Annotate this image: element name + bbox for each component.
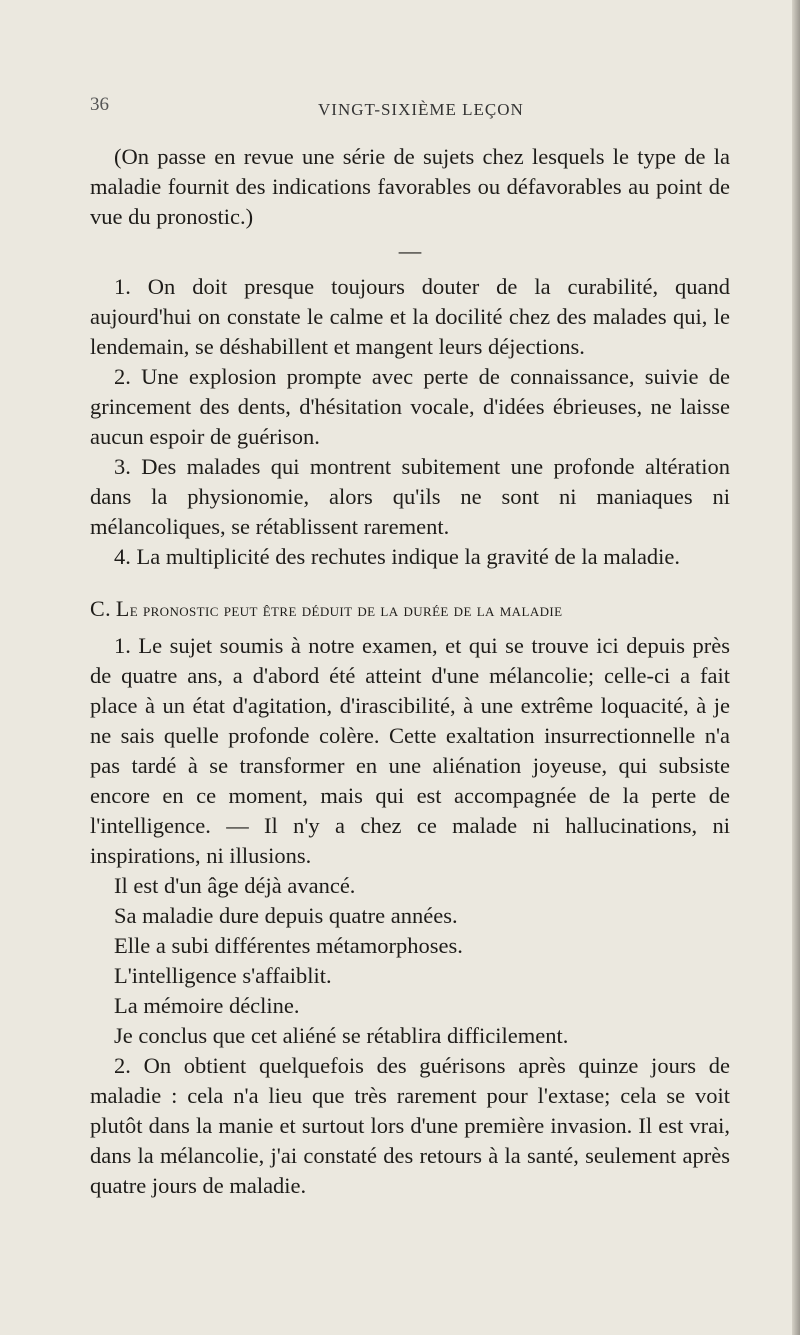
- summary-line: L'intelligence s'affaiblit.: [114, 963, 332, 988]
- intro-paragraph: (On passe en revue une série de sujets chez lesquels le type de la maladie fournit des indications favorables ou défavorables au point de vue du pronostic.): [90, 144, 730, 229]
- section-gap: [90, 572, 730, 590]
- running-head: VINGT-SIXIÈME LEÇON: [318, 100, 524, 119]
- summary-line: Sa maladie dure depuis quatre années.: [114, 903, 458, 928]
- separator-dash: —: [398, 238, 422, 263]
- summary-line: Elle a subi différentes métamorphoses.: [114, 933, 463, 958]
- list-item: 2. On obtient quelquefois des guérisons après quinze jours de maladie : cela n'a lieu que très rarement pour l'extase; cela se voit plutôt dans la manie et surtout lors d'une première invasion. Il est vrai, dans la mélancolie, j'ai constaté des retours à la santé, seulement après quatre jours de maladie.: [90, 1053, 730, 1198]
- list-item: 1. On doit presque toujours douter de la curabilité, quand aujourd'hui on constate le calme et la docilité chez des malades qui, le lendemain, se déshabillent et mangent leurs déjections.: [90, 274, 730, 359]
- section-letter: C.: [90, 596, 111, 621]
- page-edge-shadow: [792, 0, 800, 1335]
- summary-line: La mémoire décline.: [114, 993, 300, 1018]
- list-item: 4. La multiplicité des rechutes indique la gravité de la maladie.: [114, 544, 681, 569]
- page-number: 36: [90, 94, 109, 115]
- section-heading: [90, 594, 730, 625]
- list-item: 2. Une explosion prompte avec perte de connaissance, suivie de grincement des dents, d'hésitation vocale, d'idées ébrieuses, ne laisse aucun espoir de guérison.: [90, 364, 730, 449]
- summary-line: Il est d'un âge déjà avancé.: [114, 873, 356, 898]
- list-item: 3. Des malades qui montrent subitement une profonde altération dans la physionomie, alors qu'ils ne sont ni maniaques ni mélancoliques, se rétablissent rarement.: [90, 454, 730, 539]
- page-header: [90, 94, 730, 124]
- list-item: 1. Le sujet soumis à notre examen, et qui se trouve ici depuis près de quatre ans, a d'abord été atteint d'une mélancolie; celle-ci a fait place à un état d'agitation, d'irascibilité, à une extrême loquacité, à je ne sais quelle profonde colère. Cette exaltation insurrectionnelle n'a pas tardé à se transformer en une aliénation joyeuse, qui subsiste encore en ce moment, mais qui est accompagnée de la perte de l'intelligence. — Il n'y a chez ce malade ni hallucinations, ni inspirations, ni illusions.: [90, 633, 730, 868]
- page-body: [90, 142, 730, 1201]
- summary-line: Je conclus que cet aliéné se rétablira difficilement.: [114, 1023, 569, 1048]
- section-title: Le pronostic peut être déduit de la durée de la maladie: [115, 596, 563, 621]
